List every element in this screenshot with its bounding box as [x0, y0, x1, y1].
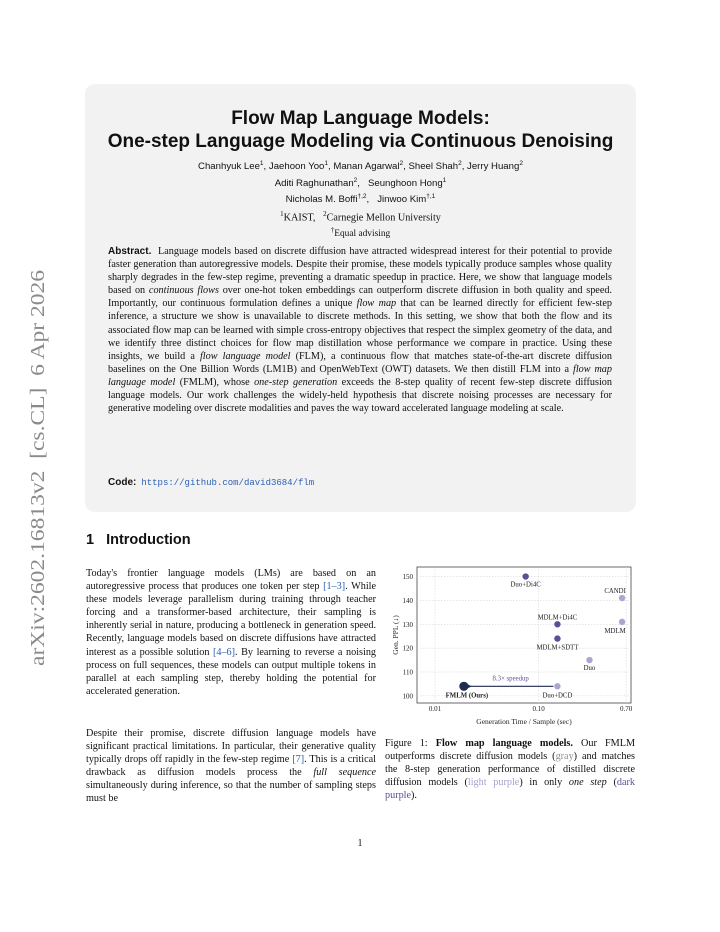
- paper-title-line1: Flow Map Language Models:: [231, 108, 490, 129]
- y-tick-label: 100: [402, 692, 413, 701]
- author-list-line3: Nicholas M. Boffi$^{\dagger,2}$, Jinwoo Kim$^{\dagger,1}$: [285, 193, 436, 206]
- data-point-label: CANDI: [604, 588, 626, 596]
- data-point-label: MDLM+SDTT: [536, 644, 579, 652]
- data-point: [619, 619, 625, 625]
- data-point-label: FMLM (Ours): [445, 692, 489, 700]
- data-point: [522, 573, 528, 579]
- data-point: [554, 683, 560, 689]
- data-point: [586, 657, 592, 663]
- figure-1-caption: Figure 1: Flow map language models. Our FMLM outperforms discrete diffusion models (gray) and matches the 8-step generation performance of distilled discrete diffusion models (light purple) in only one step (dark purple).: [385, 738, 635, 802]
- affiliations: $^1$KAIST, $^2$Carnegie Mellon University: [280, 210, 441, 224]
- section-number: 1: [86, 532, 95, 548]
- y-tick-label: 110: [402, 668, 413, 677]
- section-heading-introduction: [86, 532, 191, 548]
- y-axis-label: Gen. PPL (↓): [391, 615, 400, 655]
- abstract-label: Abstract.: [108, 246, 152, 257]
- speedup-annotation: 8.3× speedup: [492, 675, 529, 683]
- data-point-label: Duo+DCD: [542, 692, 573, 700]
- code-repository-link[interactable]: https://github.com/david3684/flm: [141, 478, 315, 488]
- author-list-line1: Chanhyuk Lee$^1$, Jaehoon Yoo$^1$, Manan Agarwal$^2$, Sheel Shah$^2$, Jerry Huang$^2$: [198, 160, 523, 173]
- y-tick-label: 150: [402, 573, 413, 582]
- x-tick-label: 0.10: [532, 705, 545, 713]
- data-point-label: Duo+Di4C: [510, 581, 541, 589]
- citation-link[interactable]: [4–6]: [212, 646, 236, 658]
- y-tick-label: 120: [402, 644, 413, 653]
- scatter-plot-svg: [385, 563, 635, 735]
- data-point: [619, 595, 625, 601]
- x-axis-label: Generation Time / Sample (sec): [476, 717, 572, 726]
- data-point: [554, 635, 560, 641]
- data-point-label: Duo: [583, 665, 596, 673]
- abstract: Abstract. Language models based on discrete diffusion have attracted widespread interest for their potential to provide faster generation than autoregressive models. Despite their promise, these models typically produce samples whose quality sharply degrades in the few-step regime, preventing a dramatic speedup in practice. Here, we show that language models based on continuous flows over one-hot token embeddings can outperform discrete diffusion in both quality and speed. Importantly, our continuous formulation defines a unique flow map that can be learned directly for efficient few-step inference, a structure we show is unavailable to discrete methods. In this setting, we show that both the flow and its associated flow map can be learned with simple cross-entropy objectives that respect the simplex geometry of the data, and we identify three distinct choices for flow map distillation whose performance we compare in practice. Using these insights, we build a flow language model (FLM), a continuous flow that matches state-of-the-art discrete diffusion baselines on the One Billion Words (LM1B) and OpenWebText (OWT) datasets. We then distill FLM into a flow map language model (FMLM), whose one-step generation exceeds the 8-step quality of recent few-step discrete diffusion language models. Our work challenges the widely-held hypothesis that discrete noising processes are necessary for generative modeling over discrete modalities and paves the way toward accelerated language modeling at scale.: [108, 246, 612, 415]
- intro-paragraph-1: Today's frontier language models (LMs) are based on an autoregressive process that produces one token per step [1–3]. While these models leverage parallelism during training through teacher forcing and a transformer-based architecture, their sampling is inherently serial in nature, producing a bottleneck in generation speed. Recently, language models based on discrete diffusions have attracted interest as a possible solution [4–6]. By learning to reverse a noising process on full sequences, these models can output multiple tokens in parallel at each sampling step, thereby holding the potential for accelerated generation.: [86, 568, 377, 697]
- author-list-line2: Aditi Raghunathan$^2$, Seunghoon Hong$^1$: [274, 177, 447, 190]
- figure-1-plot: [385, 563, 635, 735]
- page-number: 1: [357, 838, 363, 849]
- code-link-line: [108, 477, 314, 488]
- data-point-label: MDLM+Di4C: [537, 614, 578, 622]
- data-point: [459, 682, 468, 691]
- arxiv-identifier-stamp: [14, 268, 58, 668]
- intro-paragraph-2: Despite their promise, discrete diffusion language models have significant practical limitations. In particular, their generative quality typically drops off rapidly in the few-step regime [7]. This is a critical drawback as diffusion models process the full sequence simultaneously during inference, so that the number of sampling steps must be: [86, 728, 376, 805]
- y-tick-label: 140: [402, 596, 413, 605]
- section-title: Introduction: [106, 532, 191, 548]
- citation-link[interactable]: [1–3]: [323, 581, 346, 593]
- equal-advising-note: †Equal advising: [330, 226, 391, 240]
- code-label: Code:: [108, 477, 137, 488]
- y-tick-label: 130: [402, 620, 413, 629]
- citation-link[interactable]: [7]: [292, 754, 305, 766]
- x-tick-label: 0.01: [428, 705, 442, 713]
- data-point: [554, 621, 560, 627]
- arxiv-identifier-text: arXiv:2602.16813v2 [cs.CL] 6 Apr 2026: [28, 337, 49, 666]
- paper-title-line2: One-step Language Modeling via Continuous Denoising: [107, 131, 614, 152]
- data-point-label: MDLM: [604, 627, 626, 635]
- x-tick-label: 0.70: [620, 705, 633, 713]
